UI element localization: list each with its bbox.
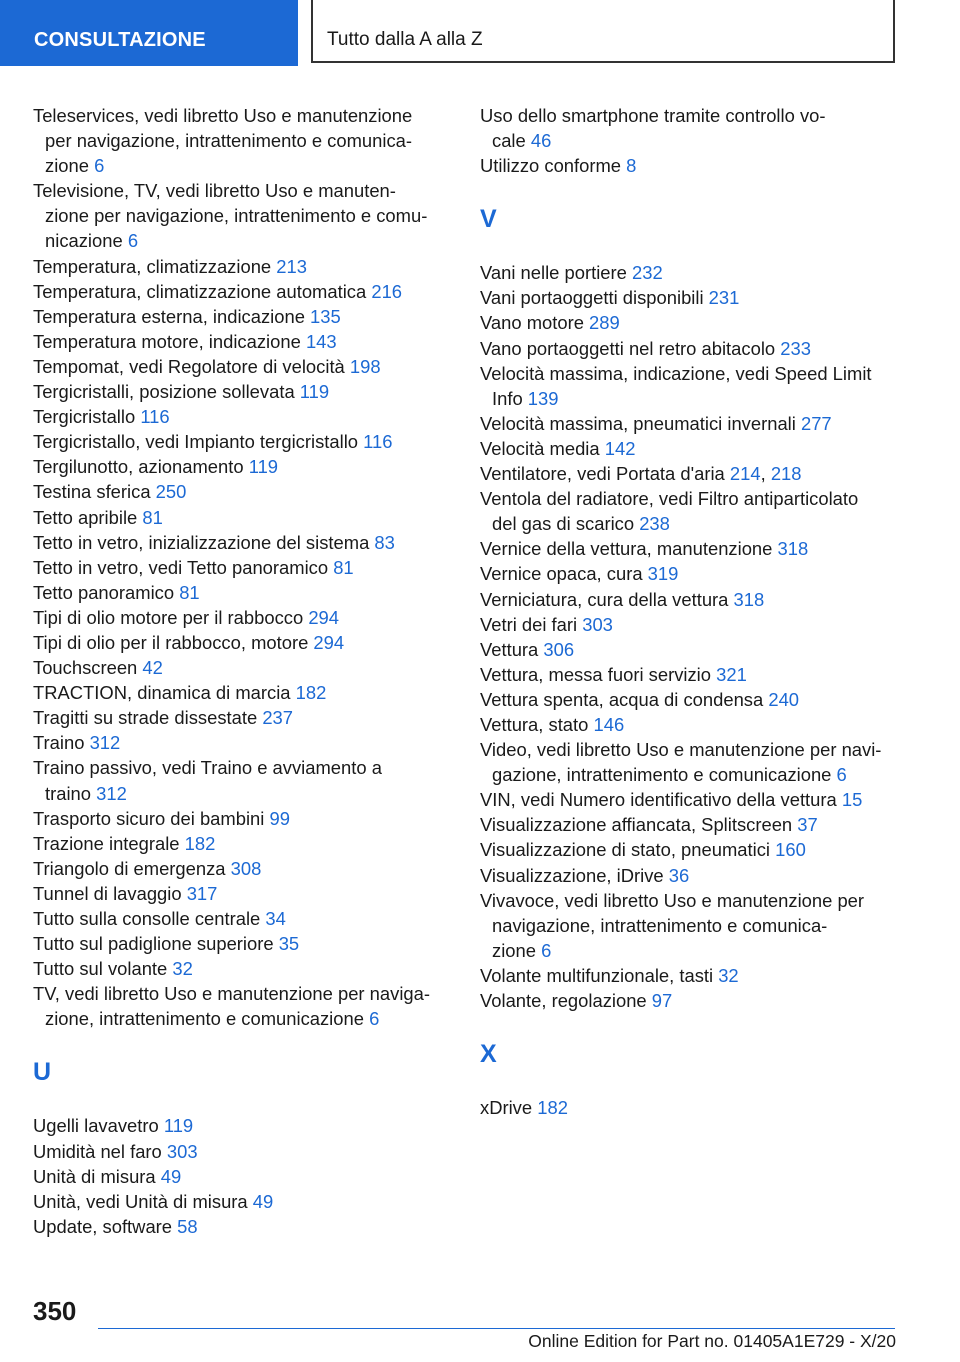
index-entry-text: Verniciatura, cura della vettura (480, 588, 734, 610)
index-entry (33, 1113, 453, 1138)
index-entry-text: xDrive (480, 1097, 538, 1119)
page-ref-link[interactable]: 318 (777, 538, 809, 560)
page-number: 350 (33, 1296, 77, 1326)
index-entry-text: Vettura, messa fuori servizio (480, 663, 717, 685)
page-ref-link[interactable]: 312 (89, 732, 121, 754)
index-entry-text: Vettura, stato (480, 713, 594, 735)
page-ref-link[interactable]: 6 (94, 155, 105, 177)
index-entry-text: Trazione integrale (33, 832, 185, 854)
index-entry-text: Umidità nel faro (33, 1140, 167, 1162)
page-ref-link[interactable]: 49 (252, 1190, 274, 1212)
index-entry-text: Velocità massima, indicazione, vedi Speed Limit (480, 362, 872, 384)
index-entry (33, 555, 453, 580)
index-entry-text: Tipi di olio per il rabbocco, motore (33, 631, 314, 653)
page-ref-link[interactable]: 289 (589, 312, 620, 334)
index-entry (480, 863, 900, 888)
index-entry-text: Tetto panoramico (33, 581, 180, 603)
index-entry-text: Visualizzazione di stato, pneumatici (480, 839, 776, 861)
index-column-right (480, 103, 900, 1120)
page-ref-link[interactable]: 6 (541, 939, 552, 961)
page-ref-link[interactable]: 231 (708, 287, 740, 309)
footer-edition: Online Edition for Part no. 01405A1E729 - X/20 (528, 1331, 896, 1351)
index-entry-text: Vano portaoggetti nel retro abitacolo (480, 337, 781, 359)
index-entry-text: Touchscreen (33, 657, 143, 679)
page-ref-link[interactable]: 6 (369, 1008, 380, 1030)
index-entry (480, 436, 900, 461)
index-entry (480, 561, 900, 586)
page-ref-link[interactable]: 6 (127, 230, 139, 252)
index-entry-text: zione per navigazione, intrattenimento e comu- (45, 205, 428, 227)
index-entry (33, 881, 453, 906)
page-ref-separator: , (760, 463, 771, 485)
index-entry (33, 705, 453, 730)
index-entry (33, 931, 453, 956)
index-entry-text: Temperatura, climatizzazione automatica (33, 280, 372, 302)
index-entry (480, 812, 900, 837)
page-ref-link[interactable]: 81 (142, 506, 163, 528)
footer-rule (98, 1328, 895, 1329)
index-entry-text: Tipi di olio motore per il rabbocco (33, 606, 309, 628)
index-entry (480, 687, 900, 712)
page-ref-link[interactable]: 232 (631, 262, 663, 284)
index-entry-text: Tetto in vetro, inizializzazione del sistema (33, 531, 375, 553)
page-ref-link[interactable]: 146 (593, 713, 625, 735)
index-entry (480, 153, 900, 178)
page-ref-link[interactable]: 160 (775, 839, 806, 861)
index-letter-heading: V (480, 205, 497, 234)
index-entry (33, 655, 453, 680)
page-ref-link[interactable]: 306 (543, 638, 575, 660)
index-entry (480, 103, 900, 153)
index-entry-text: Tragitti su strade dissestate (33, 707, 263, 729)
index-entry-text: Televisione, TV, vedi libretto Uso e manuten- (33, 180, 396, 202)
index-entry (480, 612, 900, 637)
index-entry (480, 336, 900, 361)
page-ref-link[interactable]: 32 (718, 964, 739, 986)
page-ref-link[interactable]: 238 (639, 513, 670, 535)
index-entry-text: navigazione, intrattenimento e comunica- (492, 914, 828, 936)
index-entry-text: Temperatura, climatizzazione (33, 255, 277, 277)
index-entry (480, 411, 900, 436)
page-ref-link[interactable]: 303 (166, 1140, 198, 1162)
index-entry-text: Triangolo di emergenza (33, 857, 231, 879)
page-ref-link[interactable]: 303 (582, 613, 613, 635)
index-entry-text: Update, software (33, 1215, 178, 1237)
index-entry (480, 712, 900, 737)
index-entry-text: TV, vedi libretto Uso e manutenzione per naviga- (33, 983, 430, 1005)
index-entry (33, 329, 453, 354)
index-entry-text: VIN, vedi Numero identificativo della vettura (480, 789, 842, 811)
page-ref-link[interactable]: 36 (668, 864, 690, 886)
index-entry-text: Vettura spenta, acqua di condensa (480, 688, 769, 710)
index-entry-text: Vernice della vettura, manutenzione (480, 538, 778, 560)
page-ref-link[interactable]: 119 (248, 456, 279, 478)
page-ref-link[interactable]: 49 (160, 1165, 182, 1187)
index-entry (33, 454, 453, 479)
index-entry-text: Traino passivo, vedi Traino e avviamento a (33, 757, 382, 779)
page-ref-link[interactable]: 143 (305, 330, 337, 352)
index-entry-text: Velocità massima, pneumatici invernali (480, 412, 801, 434)
index-entry (33, 103, 453, 178)
page-ref-link[interactable]: 42 (142, 657, 163, 679)
index-entry-text: zione (492, 939, 542, 961)
index-entry-text: Ventola del radiatore, vedi Filtro antiparticolato (480, 488, 859, 510)
index-entry (33, 981, 453, 1031)
page-title: Tutto dalla A alla Z (311, 0, 895, 63)
index-entry-text: Video, vedi libretto Uso e manutenzione per navi- (480, 739, 882, 761)
index-entry-text: traino (45, 782, 97, 804)
index-entry-text: per navigazione, intrattenimento e comunica- (45, 130, 412, 152)
index-entry-text: Traino (33, 732, 90, 754)
page-ref-link[interactable]: 182 (537, 1097, 568, 1119)
page-ref-link[interactable]: 34 (265, 908, 286, 929)
index-entry-text: Vani nelle portiere (480, 262, 632, 284)
index-letter-heading: U (33, 1058, 52, 1087)
page-ref-link[interactable]: 135 (310, 305, 341, 327)
page-ref-link[interactable]: 15 (841, 789, 863, 811)
index-entry-text: Tergicristallo, vedi Impianto tergicristallo (33, 431, 364, 453)
index-entry (480, 963, 900, 988)
index-entry-text: Visualizzazione affiancata, Splitscreen (480, 814, 798, 836)
page-ref-link[interactable]: 198 (349, 355, 381, 377)
page-ref-link[interactable]: 32 (172, 958, 193, 980)
index-entry (33, 605, 453, 630)
page-ref-link[interactable]: 6 (836, 764, 847, 786)
index-entry (33, 806, 453, 831)
index-entry-text: Tempomat, vedi Regolatore di velocità (33, 355, 350, 377)
index-entry (480, 988, 900, 1013)
page-ref-link[interactable]: 321 (716, 663, 747, 685)
page-ref-link[interactable]: 182 (184, 832, 216, 854)
index-entry-text: Testina sferica (33, 481, 156, 503)
index-entry (33, 404, 453, 429)
index-entry (33, 580, 453, 605)
section-tab: CONSULTAZIONE (0, 0, 298, 66)
index-entry (480, 637, 900, 662)
index-entry (480, 837, 900, 862)
index-entry-text: TRACTION, dinamica di marcia (33, 682, 296, 704)
page-ref-link[interactable]: 182 (295, 682, 327, 704)
index-entry (33, 730, 453, 755)
page-ref-link[interactable]: 116 (363, 431, 393, 453)
index-entry (480, 310, 900, 335)
page-ref-link[interactable]: 240 (768, 688, 800, 710)
index-entry-text: Vettura (480, 638, 544, 660)
index-entry (33, 178, 453, 253)
index-entry (33, 479, 453, 504)
index-entry (33, 906, 453, 931)
index-entry (33, 1139, 453, 1164)
page-ref-link[interactable]: 294 (313, 631, 345, 653)
index-entry (480, 260, 900, 285)
page-ref-link[interactable]: 213 (276, 255, 307, 277)
page-ref-link[interactable]: 277 (800, 412, 832, 434)
page-ref-link[interactable]: 319 (647, 563, 679, 585)
index-entry-text: Trasporto sicuro dei bambini (33, 807, 270, 829)
index-entry (33, 530, 453, 555)
index-entry-text: Utilizzo conforme (480, 155, 627, 177)
index-entry-text: Temperatura esterna, indicazione (33, 305, 311, 327)
index-entry-text: zione (45, 155, 95, 177)
page-ref-link[interactable]: 214 (729, 463, 761, 485)
page-ref-link[interactable]: 8 (626, 155, 637, 177)
page-ref-link[interactable]: 216 (371, 280, 403, 302)
index-entry-text: Ventilatore, vedi Portata d'aria (480, 463, 730, 485)
page-ref-link[interactable]: 218 (770, 463, 802, 485)
index-entry-text: Tetto apribile (33, 506, 143, 528)
index-entry (33, 680, 453, 705)
page-ref-link[interactable]: 81 (179, 581, 200, 603)
index-entry-text: Ugelli lavavetro (33, 1115, 164, 1137)
index-entry-text: Vetri dei fari (480, 613, 583, 635)
index-entry (33, 505, 453, 530)
index-entry-text: zione, intrattenimento e comunicazione (45, 1008, 370, 1030)
index-entry (33, 856, 453, 881)
index-entry (480, 737, 900, 787)
index-entry (33, 279, 453, 304)
index-entry (33, 956, 453, 981)
index-entry (33, 755, 453, 805)
page-ref-link[interactable]: 139 (527, 387, 559, 409)
index-entry (33, 354, 453, 379)
index-entry-text: gazione, intrattenimento e comunicazione (492, 764, 837, 786)
index-entry (33, 1164, 453, 1189)
index-entry (33, 429, 453, 454)
page-ref-link[interactable]: 317 (186, 882, 218, 904)
index-entry-text: Tutto sul volante (33, 958, 173, 980)
index-entry-text: cale (492, 130, 531, 152)
page-ref-link[interactable]: 250 (155, 481, 187, 503)
index-entry-text: Vano motore (480, 312, 590, 334)
index-entry-text: del gas di scarico (492, 513, 640, 535)
index-entry (480, 536, 900, 561)
page-ref-link[interactable]: 37 (797, 814, 818, 836)
index-entry-text: Unità, vedi Unità di misura (33, 1190, 253, 1212)
page-ref-link[interactable]: 312 (96, 782, 127, 804)
index-entry-text: Volante, regolazione (480, 990, 652, 1011)
index-entry (33, 831, 453, 856)
index-entry-text: Info (492, 387, 528, 409)
index-entry-text: Uso dello smartphone tramite controllo vo- (480, 105, 826, 126)
index-entry-text: Unità di misura (33, 1165, 161, 1187)
page-ref-link[interactable]: 97 (651, 990, 673, 1011)
index-column-left (33, 103, 453, 1239)
index-entry-text: Visualizzazione, iDrive (480, 864, 669, 886)
index-entry-text: Velocità media (480, 437, 605, 459)
index-entry (480, 285, 900, 310)
page-ref-link[interactable]: 58 (177, 1215, 198, 1237)
index-entry-text: Tergilunotto, azionamento (33, 456, 249, 478)
index-entry-text: nicazione (45, 230, 128, 252)
index-entry-text: Volante multifunzionale, tasti (480, 964, 719, 986)
page-ref-link[interactable]: 35 (278, 933, 300, 955)
index-entry (33, 379, 453, 404)
index-entry-text: Vivavoce, vedi libretto Uso e manutenzione per (480, 889, 865, 911)
page-ref-link[interactable]: 116 (140, 406, 170, 428)
page-ref-link[interactable]: 83 (374, 531, 395, 553)
index-entry (33, 254, 453, 279)
index-entry-text: Tutto sul padiglione superiore (33, 933, 279, 955)
index-entry (33, 1189, 453, 1214)
index-entry (480, 461, 900, 486)
index-entry (480, 787, 900, 812)
page-ref-link[interactable]: 308 (230, 857, 262, 879)
index-entry (33, 1214, 453, 1239)
index-entry (33, 630, 453, 655)
page-ref-link[interactable]: 318 (733, 588, 765, 610)
index-entry (480, 888, 900, 963)
index-letter-heading: X (480, 1040, 497, 1069)
page-ref-link[interactable]: 99 (269, 807, 290, 829)
index-entry-text: Tunnel di lavaggio (33, 882, 187, 904)
page-ref-link[interactable]: 46 (530, 130, 552, 152)
index-entry (480, 361, 900, 411)
index-entry (480, 662, 900, 687)
page-ref-link[interactable]: 119 (299, 381, 330, 403)
index-entry (480, 587, 900, 612)
index-entry-text: Temperatura motore, indicazione (33, 330, 306, 352)
index-entry (480, 1095, 900, 1120)
page-ref-link[interactable]: 237 (262, 707, 293, 729)
index-entry (33, 304, 453, 329)
index-entry-text: Tetto in vetro, vedi Tetto panoramico (33, 556, 334, 578)
page-ref-link[interactable]: 81 (333, 556, 354, 578)
index-entry-text: Vani portaoggetti disponibili (480, 287, 709, 309)
index-entry-text: Tutto sulla consolle centrale (33, 908, 266, 929)
index-entry-text: Teleservices, vedi libretto Uso e manutenzione (33, 105, 413, 126)
page-ref-link[interactable]: 142 (604, 437, 636, 459)
index-entry-text: Tergicristallo (33, 406, 141, 428)
page-ref-link[interactable]: 119 (163, 1115, 194, 1137)
page-ref-link[interactable]: 294 (308, 606, 339, 628)
page-ref-link[interactable]: 233 (780, 337, 811, 359)
index-entry-text: Vernice opaca, cura (480, 563, 648, 585)
index-entry (480, 486, 900, 536)
index-entry-text: Tergicristalli, posizione sollevata (33, 381, 300, 403)
